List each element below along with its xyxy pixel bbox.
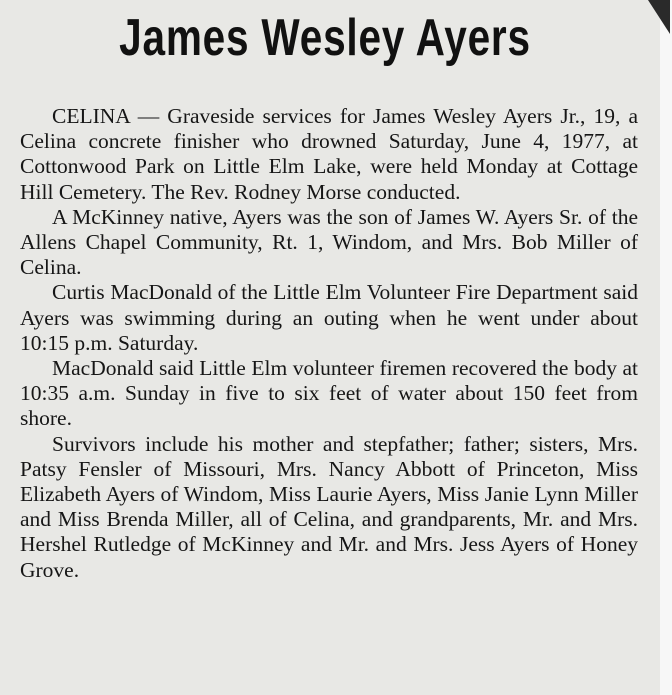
corner-fold — [648, 0, 670, 34]
obituary-paragraph-family: A McKinney native, Ayers was the son of James W. Ayers Sr. of the Allens Chapel Community, Rt. 1, Windom, and Mrs. Bob Miller of Celina. — [20, 204, 638, 280]
obituary-body — [20, 104, 638, 583]
obituary-paragraph-survivors: Survivors include his mother and stepfather; father; sisters, Mrs. Patsy Fensler of Missouri, Mrs. Nancy Abbott of Princeton, Miss Elizabeth Ayers of Windom, Miss Laurie Ayers, Miss Janie Lynn Miller and Miss Brenda Miller, all of Celina, and grandparents, Mr. and Mrs. Hershel Rutledge of McKinney and Mr. and Mrs. Jess Ayers of Honey Grove. — [20, 431, 638, 582]
obituary-paragraph-recovery: MacDonald said Little Elm volunteer firemen recovered the body at 10:35 a.m. Sunday in five to six feet of water about 150 feet from shore. — [20, 356, 638, 431]
obituary-paragraph-incident: Curtis MacDonald of the Little Elm Volunteer Fire Department said Ayers was swimming during an outing when he went under about 10:15 p.m. Saturday. — [20, 280, 638, 355]
obituary-headline: James Wesley Ayers — [119, 9, 531, 67]
paper-edge — [660, 0, 672, 695]
obituary-paragraph-services: CELINA — Graveside services for James Wesley Ayers Jr., 19, a Celina concrete finisher who drowned Saturday, June 4, 1977, at Cottonwood Park on Little Elm Lake, were held Monday at Cottage Hill Cemetery. The Rev. Rodney Morse conducted. — [20, 104, 638, 204]
